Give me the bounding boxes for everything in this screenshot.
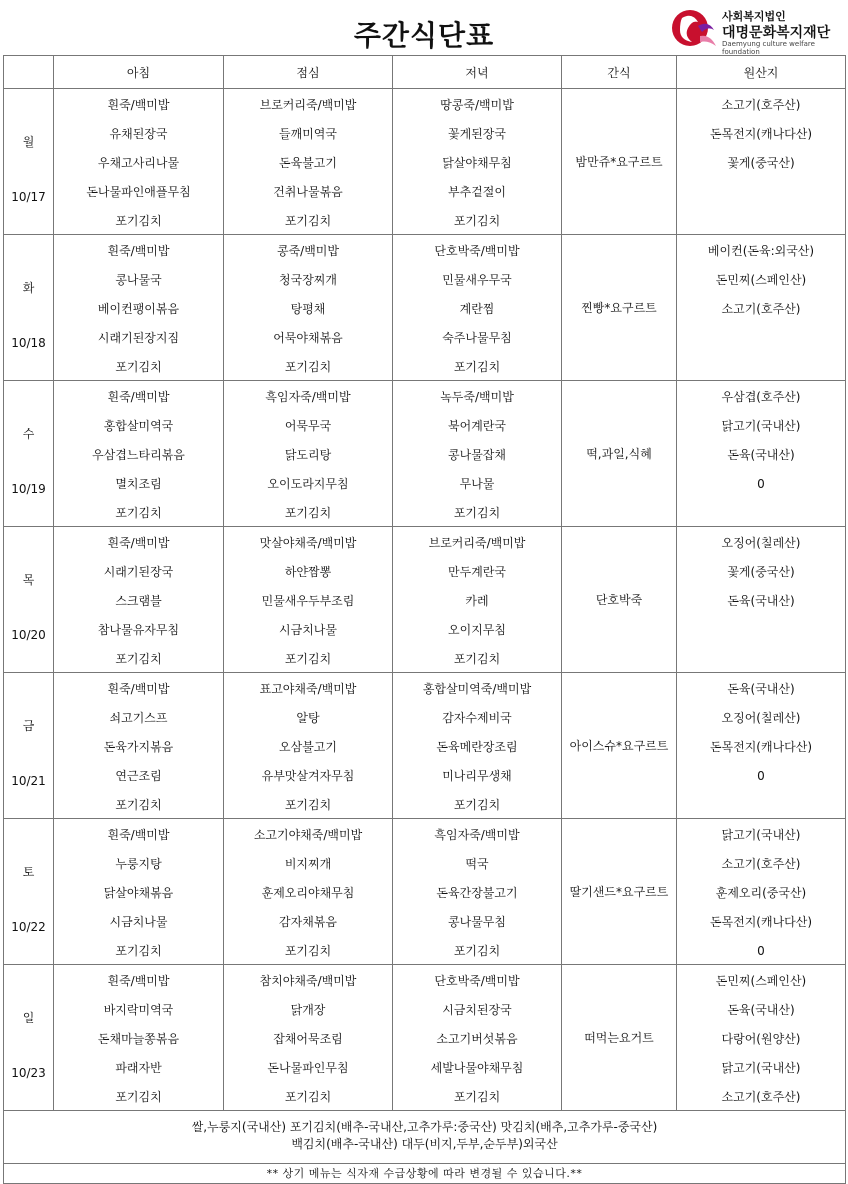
lunch-cell xyxy=(224,235,393,381)
lunch-item: 돈육불고기 xyxy=(279,156,337,170)
footer-warning-row xyxy=(4,1164,846,1184)
lunch-item: 탕평채 xyxy=(290,302,326,316)
origin-cell xyxy=(677,527,846,673)
breakfast-item: 포기김치 xyxy=(115,214,162,228)
snack-item: 떠먹는요거트 xyxy=(584,1030,654,1045)
logo-line1: 사회복지법인 xyxy=(722,10,786,23)
snack-item: 찐빵*요구르트 xyxy=(581,300,657,315)
lunch-item: 잡채어묵조림 xyxy=(273,1032,343,1046)
origin-item xyxy=(677,207,845,236)
day-row xyxy=(4,673,846,819)
lunch-item: 민물새우두부조림 xyxy=(261,594,355,608)
day-name: 월 xyxy=(22,135,35,149)
breakfast-cell xyxy=(54,965,224,1111)
day-date: 10/23 xyxy=(11,1066,46,1080)
breakfast-cell xyxy=(54,381,224,527)
lunch-item: 포기김치 xyxy=(284,360,332,374)
breakfast-item: 닭살야채볶음 xyxy=(103,886,174,900)
origin-item: 돈목전지(캐나다산) xyxy=(709,915,813,929)
origin-item: 소고기(호주산) xyxy=(721,857,801,871)
origin-item xyxy=(677,324,845,353)
origin-item: 돈육(국내산) xyxy=(727,682,795,696)
weekly-menu-table xyxy=(3,55,846,1184)
day-name: 화 xyxy=(22,281,35,295)
breakfast-item: 포기김치 xyxy=(115,1090,162,1104)
breakfast-item: 우삼겹느타리볶음 xyxy=(92,448,185,462)
lunch-item: 하얀짬뽕 xyxy=(284,565,332,579)
breakfast-item: 콩나물국 xyxy=(115,273,162,287)
lunch-item: 청국장찌개 xyxy=(279,273,337,287)
dinner-item: 포기김치 xyxy=(453,506,501,520)
dinner-item: 콩나물잡채 xyxy=(448,448,506,462)
dinner-item: 돈육간장불고기 xyxy=(436,886,518,900)
snack-cell xyxy=(562,673,677,819)
origin-item: 베이컨(돈육:외국산) xyxy=(707,244,815,258)
dinner-item: 포기김치 xyxy=(453,1090,501,1104)
dinner-cell xyxy=(393,965,562,1111)
dinner-item: 세발나물야채무침 xyxy=(430,1061,524,1075)
breakfast-item: 참나물유자무침 xyxy=(97,623,180,637)
origin-item xyxy=(677,791,845,820)
breakfast-item: 흰죽/백미밥 xyxy=(107,536,170,550)
dinner-item: 홍합살미역죽/백미밥 xyxy=(422,682,532,696)
breakfast-item: 돈채마늘쫑볶음 xyxy=(97,1032,180,1046)
day-date: 10/18 xyxy=(11,336,46,350)
lunch-item: 포기김치 xyxy=(284,944,332,958)
snack-cell xyxy=(562,381,677,527)
origin-cell xyxy=(677,819,846,965)
breakfast-item: 포기김치 xyxy=(115,798,162,812)
breakfast-cell xyxy=(54,235,224,381)
breakfast-item: 포기김치 xyxy=(115,360,162,374)
origin-item: 닭고기(국내산) xyxy=(721,419,801,433)
header-lunch: 점심 xyxy=(224,56,393,89)
footer-note-cell xyxy=(4,1111,846,1164)
dinner-item: 떡국 xyxy=(465,857,489,871)
lunch-item: 소고기야채죽/백미밥 xyxy=(253,828,363,842)
breakfast-item: 돈나물파인애플무침 xyxy=(86,185,191,199)
origin-item: 0 xyxy=(757,944,765,958)
lunch-cell xyxy=(224,965,393,1111)
breakfast-item: 연근조림 xyxy=(115,769,162,783)
breakfast-item: 우채고사리나물 xyxy=(97,156,180,170)
dinner-cell xyxy=(393,819,562,965)
lunch-item: 브로커리죽/백미밥 xyxy=(259,98,357,112)
dinner-item: 숙주나물무침 xyxy=(442,331,512,345)
lunch-item: 맛살야채죽/백미밥 xyxy=(259,536,357,550)
origin-item: 꽃게(중국산) xyxy=(727,565,795,579)
day-cell xyxy=(4,527,54,673)
day-row xyxy=(4,381,846,527)
breakfast-item: 흰죽/백미밥 xyxy=(107,244,170,258)
header-snack: 간식 xyxy=(562,56,677,89)
origin-item xyxy=(677,616,845,645)
dinner-item: 소고기버섯볶음 xyxy=(436,1032,518,1046)
breakfast-item: 포기김치 xyxy=(115,944,162,958)
breakfast-item: 유채된장국 xyxy=(109,127,168,141)
lunch-item: 포기김치 xyxy=(284,652,332,666)
dinner-item: 무나물 xyxy=(459,477,495,491)
origin-item xyxy=(677,499,845,528)
dinner-item: 시금치된장국 xyxy=(442,1003,512,1017)
origin-item xyxy=(677,353,845,382)
lunch-item: 포기김치 xyxy=(284,798,332,812)
origin-item: 돈목전지(캐나다산) xyxy=(709,740,813,754)
lunch-item: 포기김치 xyxy=(284,214,332,228)
footer-warning-cell xyxy=(4,1164,846,1184)
lunch-item: 포기김치 xyxy=(284,1090,332,1104)
lunch-item: 표고야채죽/백미밥 xyxy=(259,682,357,696)
header-row xyxy=(4,56,846,89)
dinner-item: 땅콩죽/백미밥 xyxy=(440,98,514,112)
day-cell xyxy=(4,965,54,1111)
foundation-logo-icon xyxy=(670,6,718,52)
breakfast-item: 시래기된장지짐 xyxy=(97,331,180,345)
lunch-item: 들깨미역국 xyxy=(279,127,337,141)
day-cell xyxy=(4,235,54,381)
dinner-item: 포기김치 xyxy=(453,360,501,374)
breakfast-item: 돈육가지볶음 xyxy=(103,740,174,754)
origin-item: 소고기(호주산) xyxy=(721,302,801,316)
day-name: 일 xyxy=(22,1011,35,1025)
breakfast-item: 베이컨팽이볶음 xyxy=(97,302,180,316)
breakfast-item: 파래자반 xyxy=(115,1061,162,1075)
origin-item: 돈육(국내산) xyxy=(727,1003,795,1017)
day-row xyxy=(4,527,846,673)
breakfast-item: 흰죽/백미밥 xyxy=(107,828,170,842)
snack-item: 밤만쥬*요구르트 xyxy=(575,154,663,169)
dinner-item: 녹두죽/백미밥 xyxy=(440,390,514,404)
breakfast-cell xyxy=(54,89,224,235)
origin-cell xyxy=(677,235,846,381)
breakfast-item: 시금치나물 xyxy=(109,915,168,929)
day-date: 10/20 xyxy=(11,628,46,642)
origin-cell xyxy=(677,89,846,235)
snack-item: 떡,과일,식혜 xyxy=(586,446,652,461)
dinner-item: 꽃게된장국 xyxy=(448,127,506,141)
dinner-item: 민물새우무국 xyxy=(442,273,512,287)
snack-item: 단호박죽 xyxy=(595,592,643,607)
breakfast-item: 누룽지탕 xyxy=(115,857,162,871)
dinner-item: 감자수제비국 xyxy=(442,711,512,725)
dinner-item: 단호박죽/백미밥 xyxy=(434,974,520,988)
snack-item: 딸기샌드*요구르트 xyxy=(569,884,669,899)
lunch-item: 어묵무국 xyxy=(284,419,332,433)
snack-item: 아이스슈*요구르트 xyxy=(569,738,669,753)
breakfast-cell xyxy=(54,819,224,965)
lunch-item: 흑임자죽/백미밥 xyxy=(265,390,351,404)
dinner-item: 카레 xyxy=(465,594,489,608)
breakfast-item: 스크램블 xyxy=(115,594,162,608)
day-cell xyxy=(4,673,54,819)
breakfast-item: 흰죽/백미밥 xyxy=(107,974,170,988)
lunch-item: 닭개장 xyxy=(290,1003,326,1017)
day-date: 10/22 xyxy=(11,920,46,934)
snack-cell xyxy=(562,819,677,965)
origin-item: 0 xyxy=(757,769,765,783)
footer-note-line2: 백김치(배추-국내산) 대두(비지,두부,순두부)외국산 xyxy=(291,1137,558,1151)
day-cell xyxy=(4,819,54,965)
snack-cell xyxy=(562,527,677,673)
snack-cell xyxy=(562,89,677,235)
lunch-cell xyxy=(224,89,393,235)
origin-item: 돈육(국내산) xyxy=(727,594,795,608)
footer-note-row xyxy=(4,1111,846,1164)
breakfast-item: 쇠고기스프 xyxy=(109,711,168,725)
origin-item xyxy=(677,645,845,674)
origin-item: 훈제오리(중국산) xyxy=(715,886,807,900)
origin-cell xyxy=(677,673,846,819)
menu-body xyxy=(4,89,846,1111)
footer-warning: ** 상기 메뉴는 식자재 수급상황에 따라 변경될 수 있습니다.** xyxy=(266,1167,583,1180)
origin-item: 0 xyxy=(757,477,765,491)
dinner-item: 계란찜 xyxy=(459,302,495,316)
origin-item: 닭고기(국내산) xyxy=(721,1061,801,1075)
dinner-cell xyxy=(393,89,562,235)
dinner-item: 오이지무침 xyxy=(448,623,506,637)
dinner-cell xyxy=(393,527,562,673)
breakfast-item: 바지락미역국 xyxy=(103,1003,174,1017)
header-dinner: 저녁 xyxy=(393,56,562,89)
lunch-item: 오삼불고기 xyxy=(279,740,337,754)
day-row xyxy=(4,819,846,965)
dinner-item: 닭살야채무침 xyxy=(442,156,512,170)
snack-cell xyxy=(562,235,677,381)
breakfast-item: 홍합살미역국 xyxy=(103,419,174,433)
breakfast-item: 시래기된장국 xyxy=(103,565,174,579)
lunch-item: 유부맛살겨자무침 xyxy=(261,769,355,783)
origin-item: 소고기(호주산) xyxy=(721,98,801,112)
dinner-item: 돈육메란장조림 xyxy=(436,740,518,754)
lunch-item: 알탕 xyxy=(296,711,320,725)
day-cell xyxy=(4,89,54,235)
header-day xyxy=(4,56,54,89)
day-date: 10/19 xyxy=(11,482,46,496)
header-origin: 원산지 xyxy=(677,56,846,89)
origin-item: 소고기(호주산) xyxy=(721,1090,801,1104)
breakfast-item: 포기김치 xyxy=(115,506,162,520)
day-row xyxy=(4,89,846,235)
page-title: 주간식단표 xyxy=(353,19,495,52)
lunch-item: 훈제오리야채무침 xyxy=(261,886,355,900)
day-row xyxy=(4,235,846,381)
footer-note-line1: 쌀,누룽지(국내산) 포기김치(배추-국내산,고추가루:중국산) 맛김치(배추,고추가루-중국산) xyxy=(191,1120,658,1134)
origin-item: 다랑어(원양산) xyxy=(721,1032,801,1046)
origin-item: 돈목전지(캐나다산) xyxy=(709,127,813,141)
day-date: 10/17 xyxy=(11,190,46,204)
lunch-item: 어묵야채볶음 xyxy=(273,331,343,345)
lunch-item: 건취나물볶음 xyxy=(273,185,343,199)
day-name: 토 xyxy=(22,865,35,879)
dinner-item: 만두계란국 xyxy=(448,565,506,579)
header-breakfast: 아침 xyxy=(54,56,224,89)
logo-line3: Daemyung culture welfare foundation xyxy=(722,40,815,56)
dinner-cell xyxy=(393,235,562,381)
breakfast-item: 멸치조림 xyxy=(115,477,162,491)
day-row xyxy=(4,965,846,1111)
dinner-item: 브로커리죽/백미밥 xyxy=(428,536,526,550)
foundation-logo xyxy=(670,4,840,54)
lunch-item: 돈나물파인무침 xyxy=(267,1061,349,1075)
breakfast-item: 흰죽/백미밥 xyxy=(107,682,170,696)
lunch-item: 감자채볶음 xyxy=(279,915,337,929)
origin-item: 오징어(칠레산) xyxy=(721,711,801,725)
dinner-item: 포기김치 xyxy=(453,214,501,228)
origin-item: 오징어(칠레산) xyxy=(721,536,801,550)
origin-item xyxy=(677,178,845,207)
lunch-item: 오이도라지무침 xyxy=(267,477,349,491)
dinner-item: 북어계란국 xyxy=(448,419,506,433)
lunch-item: 비지찌개 xyxy=(284,857,332,871)
day-cell xyxy=(4,381,54,527)
breakfast-cell xyxy=(54,673,224,819)
origin-item: 닭고기(국내산) xyxy=(721,828,801,842)
day-name: 수 xyxy=(22,427,35,441)
breakfast-item: 흰죽/백미밥 xyxy=(107,98,170,112)
origin-item: 돈민찌(스페인산) xyxy=(715,974,807,988)
dinner-item: 미나리무생채 xyxy=(442,769,512,783)
lunch-item: 콩죽/백미밥 xyxy=(276,244,339,258)
lunch-cell xyxy=(224,673,393,819)
dinner-item: 단호박죽/백미밥 xyxy=(434,244,520,258)
origin-cell xyxy=(677,965,846,1111)
dinner-item: 포기김치 xyxy=(453,652,501,666)
origin-cell xyxy=(677,381,846,527)
breakfast-item: 포기김치 xyxy=(115,652,162,666)
origin-item: 돈육(국내산) xyxy=(727,448,795,462)
day-date: 10/21 xyxy=(11,774,46,788)
dinner-cell xyxy=(393,381,562,527)
day-name: 목 xyxy=(22,573,35,587)
lunch-item: 시금치나물 xyxy=(279,623,337,637)
lunch-cell xyxy=(224,819,393,965)
dinner-item: 포기김치 xyxy=(453,798,501,812)
origin-item: 꽃게(중국산) xyxy=(727,156,795,170)
lunch-cell xyxy=(224,381,393,527)
dinner-cell xyxy=(393,673,562,819)
day-name: 금 xyxy=(22,719,35,733)
logo-line2: 대명문화복지재단 xyxy=(722,25,831,41)
lunch-item: 닭도리탕 xyxy=(284,448,332,462)
lunch-cell xyxy=(224,527,393,673)
breakfast-item: 흰죽/백미밥 xyxy=(107,390,170,404)
origin-item: 돈민찌(스페인산) xyxy=(715,273,807,287)
origin-item: 우삼겹(호주산) xyxy=(721,390,801,404)
lunch-item: 포기김치 xyxy=(284,506,332,520)
dinner-item: 부추겉절이 xyxy=(448,185,506,199)
snack-cell xyxy=(562,965,677,1111)
breakfast-cell xyxy=(54,527,224,673)
dinner-item: 콩나물무침 xyxy=(448,915,506,929)
dinner-item: 흑임자죽/백미밥 xyxy=(434,828,520,842)
lunch-item: 참치야채죽/백미밥 xyxy=(259,974,357,988)
dinner-item: 포기김치 xyxy=(453,944,501,958)
